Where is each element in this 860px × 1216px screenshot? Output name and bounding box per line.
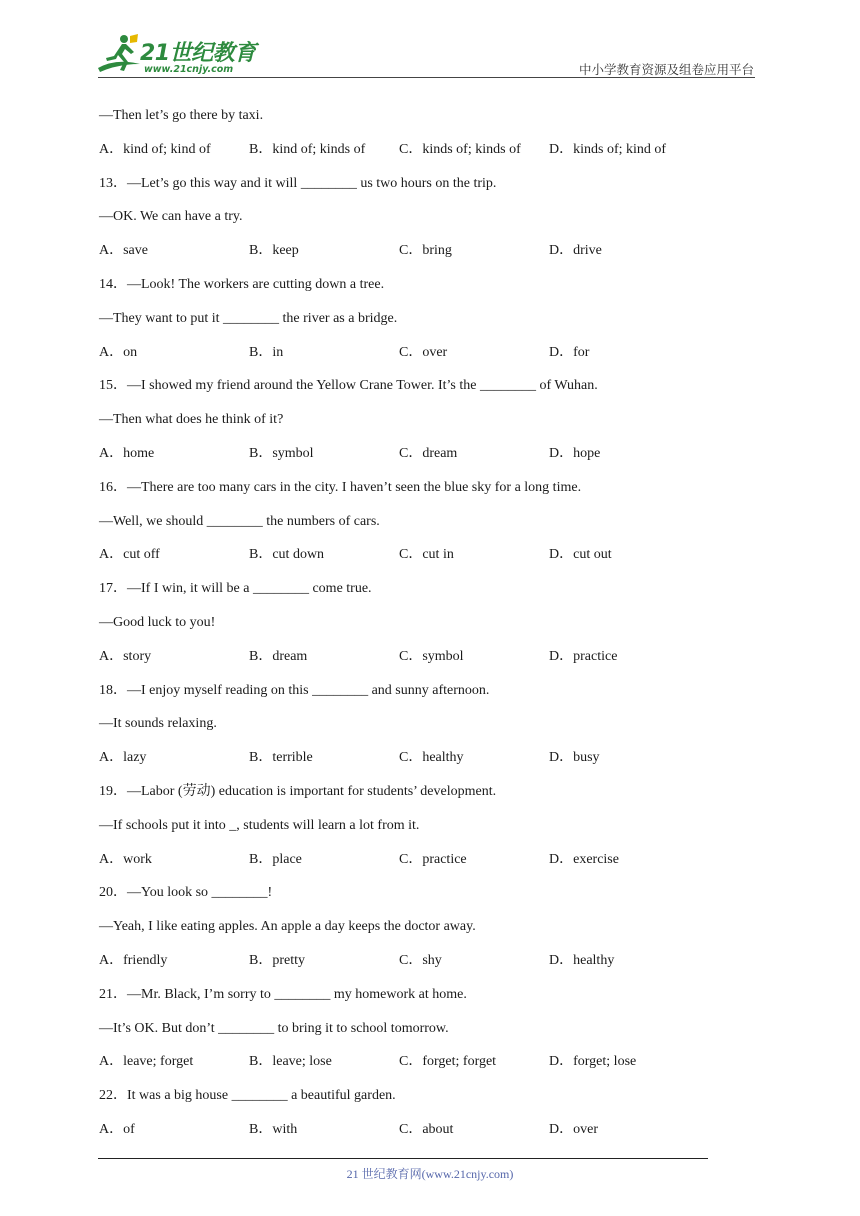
answer-options	[99, 746, 759, 780]
answer-options	[99, 949, 759, 983]
question-text: —OK. We can have a try.	[99, 209, 243, 225]
question-text: 13．—Let’s go this way and it will ________ us two hours on the trip.	[99, 175, 497, 191]
answer-option: C．symbol	[399, 648, 464, 664]
answer-option: C．cut in	[399, 547, 454, 563]
logo-url: www.21cnjy.com	[144, 64, 234, 75]
question-text: 15．—I showed my friend around the Yellow Crane Tower. It’s the ________ of Wuhan.	[99, 378, 598, 394]
answer-options	[99, 239, 759, 273]
answer-options	[99, 645, 759, 679]
question-text: 21．—Mr. Black, I’m sorry to ________ my homework at home.	[99, 986, 467, 1002]
answer-option: A．story	[99, 648, 152, 664]
question-text: —It’s OK. But don’t ________ to bring it to school tomorrow.	[99, 1020, 449, 1036]
answer-option: A．home	[99, 445, 155, 461]
question-text: —Then what does he think of it?	[99, 412, 284, 428]
logo	[94, 34, 264, 78]
answer-option: C．bring	[399, 243, 452, 259]
footer-divider	[98, 1158, 708, 1159]
answer-option: C．shy	[399, 952, 442, 968]
question-text: 20．—You look so ________!	[99, 885, 273, 901]
answer-option: B．cut down	[249, 547, 325, 563]
runner-logo-icon	[94, 34, 142, 78]
footer-text: 21 世纪教育网(www.21cnjy.com)	[346, 1167, 514, 1181]
page-header	[0, 0, 860, 80]
question-text: —Well, we should ________ the numbers of cars.	[99, 513, 380, 529]
answer-option: B．pretty	[249, 952, 305, 968]
platform-title: 中小学教育资源及组卷应用平台	[578, 62, 754, 77]
question-text: —Good luck to you!	[99, 614, 216, 630]
answer-options	[99, 1118, 759, 1152]
answer-option: A．of	[99, 1121, 135, 1137]
question-text: 16．—There are too many cars in the city. I haven’t seen the blue sky for a long time.	[99, 479, 582, 495]
question-text: 17．—If I win, it will be a ________ come true.	[99, 581, 372, 597]
answer-option: B．keep	[249, 243, 299, 259]
question-text: —Yeah, I like eating apples. An apple a day keeps the doctor away.	[99, 919, 476, 935]
question-list	[99, 104, 759, 1152]
question-text: 19．—Labor (劳动) education is important for students’ development.	[99, 783, 497, 799]
answer-option: B．symbol	[249, 445, 314, 461]
answer-option: D．cut out	[549, 547, 612, 563]
question-text: —Then let’s go there by taxi.	[99, 108, 264, 123]
answer-option: D．busy	[549, 750, 600, 766]
answer-option: B．place	[249, 851, 302, 867]
answer-option: A．friendly	[99, 952, 168, 968]
answer-option: B．kind of; kinds of	[249, 141, 366, 157]
answer-options	[99, 543, 759, 577]
answer-option: A．on	[99, 344, 138, 360]
answer-option: C．dream	[399, 445, 458, 461]
answer-option: C．kinds of; kinds of	[399, 141, 521, 157]
answer-options	[99, 1050, 759, 1084]
question-text: —If schools put it into _, students will learn a lot from it.	[99, 817, 420, 833]
answer-options	[99, 138, 759, 172]
answer-option: A．leave; forget	[99, 1054, 194, 1070]
answer-option: D．healthy	[549, 952, 615, 968]
answer-option: C．forget; forget	[399, 1054, 497, 1070]
answer-option: D．exercise	[549, 851, 619, 867]
question-text: 14．—Look! The workers are cutting down a tree.	[99, 276, 385, 292]
answer-option: A．work	[99, 851, 152, 867]
answer-option: D．practice	[549, 648, 618, 664]
answer-option: D．drive	[549, 243, 602, 259]
answer-option: B．in	[249, 344, 284, 360]
answer-options	[99, 848, 759, 882]
answer-option: A．lazy	[99, 750, 147, 766]
answer-option: B．with	[249, 1121, 298, 1137]
answer-options	[99, 442, 759, 476]
answer-option: A．kind of; kind of	[99, 141, 211, 157]
answer-options	[99, 341, 759, 375]
answer-option: C．healthy	[399, 750, 464, 766]
answer-option: A．save	[99, 243, 148, 259]
answer-option: A．cut off	[99, 547, 160, 563]
question-text: —It sounds relaxing.	[99, 716, 217, 732]
answer-option: B．terrible	[249, 750, 313, 766]
question-text: 22．It was a big house ________ a beautiful garden.	[99, 1088, 396, 1104]
logo-text: 21世纪教育	[140, 41, 256, 66]
answer-option: C．practice	[399, 851, 467, 867]
answer-option: B．dream	[249, 648, 308, 664]
header-divider	[98, 77, 755, 78]
answer-option: D．kinds of; kind of	[549, 141, 667, 157]
answer-option: D．forget; lose	[549, 1054, 637, 1070]
answer-option: D．hope	[549, 445, 601, 461]
answer-option: C．over	[399, 344, 448, 360]
answer-option: C．about	[399, 1121, 454, 1137]
answer-option: B．leave; lose	[249, 1054, 332, 1070]
answer-option: D．for	[549, 344, 590, 360]
answer-option: D．over	[549, 1121, 598, 1137]
question-text: —They want to put it ________ the river as a bridge.	[99, 310, 398, 326]
question-text: 18．—I enjoy myself reading on this ________ and sunny afternoon.	[99, 682, 490, 698]
